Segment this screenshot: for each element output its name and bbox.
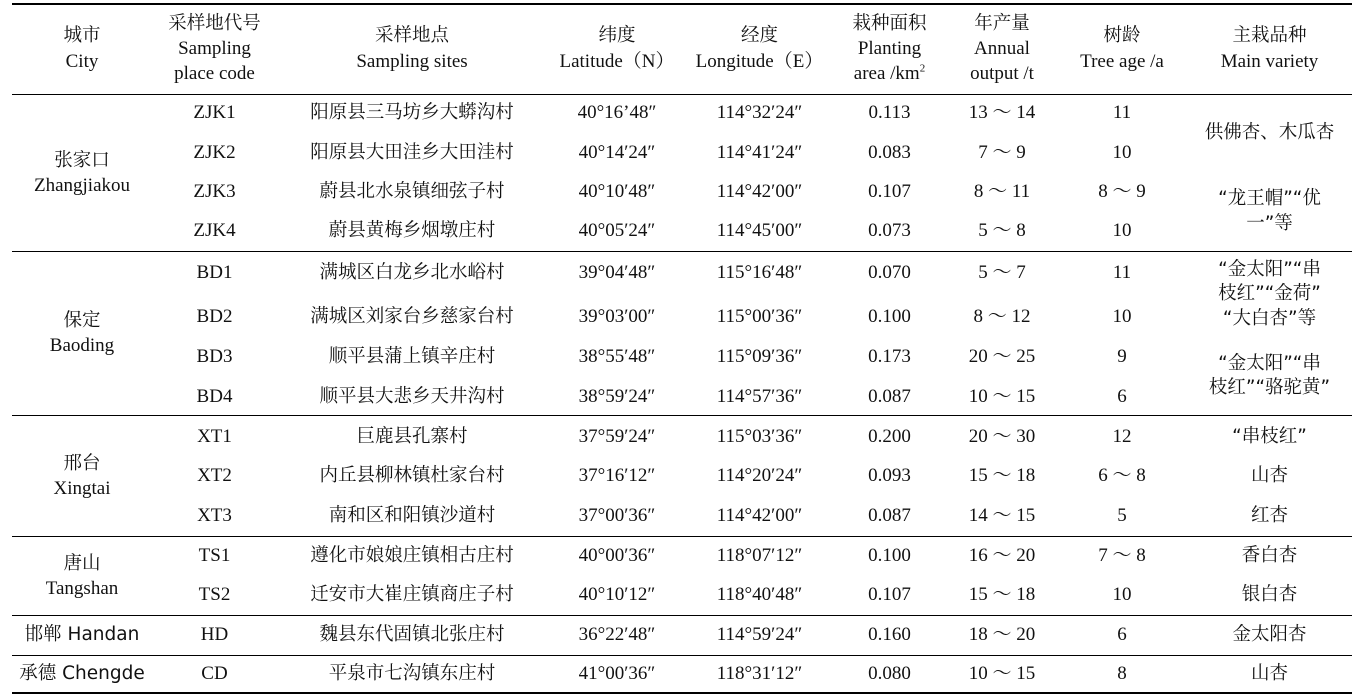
cell-lon: 114°42′00″ bbox=[716, 504, 803, 526]
cell-age: 8 bbox=[1117, 662, 1127, 684]
cell-output: 20 ～ 30 bbox=[968, 425, 1036, 447]
cell-age: 6 ～ 8 bbox=[1098, 464, 1146, 486]
cell-site: 南和区和阳镇沙道村 bbox=[328, 504, 496, 526]
cell-site: 遵化市娘娘庄镇相古庄村 bbox=[310, 544, 514, 566]
cell-lat: 39°03′00″ bbox=[578, 305, 656, 327]
cell-lon: 118°31′12″ bbox=[716, 662, 803, 684]
variety-line: 枝红”“金荷” bbox=[1218, 283, 1321, 305]
variety-line: 山杏 bbox=[1250, 662, 1288, 684]
variety-line: 红杏 bbox=[1250, 504, 1288, 526]
cell-area: 0.113 bbox=[868, 101, 911, 123]
cell-site: 阳原县三马坊乡大蟒沟村 bbox=[310, 101, 514, 123]
header-city bbox=[12, 4, 152, 94]
variety-cell bbox=[1187, 616, 1352, 655]
header-area-en2: area /km bbox=[853, 63, 920, 85]
variety-cell bbox=[1187, 537, 1352, 576]
city-name: 邯郸 Handan bbox=[24, 624, 140, 646]
cell-lon: 114°57′36″ bbox=[716, 385, 803, 407]
cell-lon: 115°09′36″ bbox=[716, 345, 803, 367]
header-city-cn: 城市 bbox=[63, 25, 101, 47]
header-site-en: Sampling sites bbox=[356, 50, 468, 72]
cell-output: 10 ～ 15 bbox=[968, 385, 1036, 407]
cell-age: 11 bbox=[1112, 101, 1132, 123]
header-area-en1: Planting bbox=[857, 38, 922, 60]
city-name-cn: 张家口 bbox=[54, 149, 110, 171]
city-name-cn: 邢台 bbox=[63, 452, 101, 474]
cell-age: 10 bbox=[1112, 219, 1132, 241]
cell-lat: 41°00′36″ bbox=[578, 662, 656, 684]
cell-area: 0.107 bbox=[868, 583, 911, 605]
cell-code: ZJK2 bbox=[193, 141, 236, 163]
cell-code: XT3 bbox=[197, 504, 232, 526]
cell-lat: 40°14′24″ bbox=[578, 141, 656, 163]
variety-cell bbox=[1187, 172, 1352, 251]
cell-site: 平泉市七沟镇东庄村 bbox=[328, 662, 496, 684]
header-area-sup: 2 bbox=[919, 62, 926, 75]
cell-code: XT1 bbox=[197, 425, 232, 447]
cell-lat: 40°00′36″ bbox=[578, 544, 656, 566]
header-output-en1: Annual bbox=[974, 38, 1030, 60]
variety-cell bbox=[1187, 337, 1352, 415]
cell-code: XT2 bbox=[197, 464, 232, 486]
city-cell bbox=[12, 252, 152, 415]
variety-cell bbox=[1187, 656, 1352, 692]
cell-age: 8 ～ 9 bbox=[1098, 180, 1146, 202]
header-output-cn: 年产量 bbox=[974, 12, 1030, 34]
cell-age: 10 bbox=[1112, 583, 1132, 605]
city-cell bbox=[12, 95, 152, 251]
city-name-en: Xingtai bbox=[53, 477, 111, 499]
cell-age: 7 ～ 8 bbox=[1098, 544, 1146, 566]
header-city-en: City bbox=[65, 50, 99, 72]
cell-site: 蔚县黄梅乡烟墩庄村 bbox=[328, 219, 496, 241]
cell-lat: 36°22′48″ bbox=[578, 623, 656, 645]
header-age bbox=[1057, 4, 1187, 94]
cell-site: 满城区白龙乡北水峪村 bbox=[319, 261, 505, 283]
header-lon-cn: 经度 bbox=[740, 25, 778, 47]
cell-area: 0.070 bbox=[868, 261, 911, 283]
cell-output: 5 ～ 7 bbox=[978, 261, 1026, 283]
header-area-cn: 栽种面积 bbox=[852, 12, 927, 34]
header-code-en2: place code bbox=[174, 63, 255, 85]
cell-area: 0.160 bbox=[868, 623, 911, 645]
cell-code: TS1 bbox=[198, 544, 231, 566]
header-lon-en: Longitude（E） bbox=[695, 50, 824, 72]
cell-lon: 115°00′36″ bbox=[716, 305, 803, 327]
cell-area: 0.080 bbox=[868, 662, 911, 684]
variety-line: “金太阳”“串 bbox=[1218, 259, 1321, 281]
city-name-en: Zhangjiakou bbox=[33, 174, 131, 196]
cell-lon: 118°07′12″ bbox=[716, 544, 803, 566]
cell-age: 12 bbox=[1112, 425, 1132, 447]
cell-site: 蔚县北水泉镇细弦子村 bbox=[319, 180, 505, 202]
header-code-en1: Sampling bbox=[178, 38, 251, 60]
cell-site: 满城区刘家台乡慈家台村 bbox=[310, 305, 514, 327]
cell-site: 巨鹿县孔寨村 bbox=[356, 425, 468, 447]
cell-output: 14 ～ 15 bbox=[968, 504, 1036, 526]
variety-line: 枝红”“骆驼黄” bbox=[1208, 377, 1331, 398]
header-code-cn: 采样地代号 bbox=[168, 12, 261, 34]
cell-output: 20 ～ 25 bbox=[968, 345, 1036, 367]
cell-lat: 37°16′12″ bbox=[578, 464, 656, 486]
header-variety-en: Main variety bbox=[1220, 50, 1319, 72]
cell-output: 10 ～ 15 bbox=[968, 662, 1036, 684]
header-lon bbox=[687, 4, 832, 94]
cell-lon: 118°40′48″ bbox=[716, 583, 803, 605]
cell-lon: 114°20′24″ bbox=[716, 464, 803, 486]
variety-cell bbox=[1187, 417, 1352, 457]
cell-site: 内丘县柳林镇杜家台村 bbox=[319, 464, 505, 486]
cell-lat: 37°00′36″ bbox=[578, 504, 656, 526]
header-age-en: Tree age /a bbox=[1080, 50, 1164, 72]
cell-site: 魏县东代固镇北张庄村 bbox=[319, 623, 505, 645]
variety-line: 银白杏 bbox=[1241, 584, 1298, 606]
variety-cell bbox=[1187, 576, 1352, 615]
cell-age: 6 bbox=[1117, 623, 1127, 645]
cell-area: 0.173 bbox=[868, 345, 911, 367]
city-name-cn: 保定 bbox=[63, 310, 101, 332]
cell-lon: 114°42′00″ bbox=[716, 180, 803, 202]
cell-lat: 40°10′48″ bbox=[578, 180, 656, 202]
variety-cell bbox=[1187, 496, 1352, 536]
city-cell bbox=[12, 416, 152, 536]
cell-code: BD1 bbox=[196, 261, 233, 283]
cell-code: ZJK4 bbox=[193, 219, 236, 241]
header-area bbox=[832, 4, 947, 94]
variety-line: 金太阳杏 bbox=[1232, 624, 1307, 646]
cell-lon: 114°59′24″ bbox=[716, 623, 803, 645]
cell-lat: 40°10′12″ bbox=[578, 583, 656, 605]
cell-output: 8 ～ 11 bbox=[973, 180, 1031, 202]
cell-area: 0.200 bbox=[868, 425, 911, 447]
variety-line: “串枝红” bbox=[1232, 425, 1307, 447]
cell-lat: 38°59′24″ bbox=[578, 385, 656, 407]
cell-output: 15 ～ 18 bbox=[968, 583, 1036, 605]
header-output-en2: output /t bbox=[970, 63, 1034, 85]
cell-code: HD bbox=[200, 623, 229, 645]
variety-line: 供佛杏、木瓜杏 bbox=[1204, 122, 1335, 144]
cell-lat: 38°55′48″ bbox=[578, 345, 656, 367]
cell-area: 0.087 bbox=[868, 504, 911, 526]
cell-lat: 40°05′24″ bbox=[578, 219, 656, 241]
cell-lat: 37°59′24″ bbox=[578, 425, 656, 447]
cell-site: 迁安市大崔庄镇商庄子村 bbox=[310, 583, 514, 605]
cell-site: 顺平县大悲乡天井沟村 bbox=[319, 385, 505, 407]
cell-area: 0.107 bbox=[868, 180, 911, 202]
cell-age: 10 bbox=[1112, 141, 1132, 163]
cell-age: 11 bbox=[1112, 261, 1132, 283]
header-site-cn: 采样地点 bbox=[374, 25, 449, 47]
cell-site: 顺平县蒲上镇辛庄村 bbox=[328, 345, 496, 367]
cell-lon: 114°45′00″ bbox=[716, 219, 803, 241]
cell-area: 0.093 bbox=[868, 464, 911, 486]
cell-area: 0.100 bbox=[868, 544, 911, 566]
cell-code: BD4 bbox=[196, 385, 233, 407]
cell-lon: 114°32′24″ bbox=[716, 101, 803, 123]
header-area-en2-wrap bbox=[854, 61, 925, 86]
header-output bbox=[947, 4, 1057, 94]
cell-code: TS2 bbox=[198, 583, 231, 605]
cell-output: 13 ～ 14 bbox=[968, 101, 1036, 123]
cell-lat: 39°04′48″ bbox=[578, 261, 656, 283]
variety-line: 香白杏 bbox=[1241, 545, 1298, 567]
header-lat-en: Latitude（N） bbox=[559, 50, 675, 72]
header-variety-cn: 主栽品种 bbox=[1232, 25, 1307, 47]
variety-line: “龙王帽”“优 bbox=[1218, 188, 1321, 210]
cell-area: 0.087 bbox=[868, 385, 911, 407]
cell-code: CD bbox=[201, 662, 228, 684]
cell-age: 9 bbox=[1117, 345, 1127, 367]
cell-output: 8 ～ 12 bbox=[973, 305, 1031, 327]
cell-output: 5 ～ 8 bbox=[978, 219, 1026, 241]
cell-lon: 114°41′24″ bbox=[716, 141, 803, 163]
cell-output: 7 ～ 9 bbox=[978, 141, 1026, 163]
cell-code: BD2 bbox=[196, 305, 233, 327]
variety-cell bbox=[1187, 252, 1352, 337]
city-name-en: Baoding bbox=[49, 335, 115, 357]
cell-lon: 115°16′48″ bbox=[716, 261, 803, 283]
variety-line: 山杏 bbox=[1250, 465, 1288, 487]
header-variety bbox=[1187, 4, 1352, 94]
variety-cell bbox=[1187, 457, 1352, 496]
header-code bbox=[152, 4, 277, 94]
cell-code: ZJK3 bbox=[193, 180, 236, 202]
cell-lat: 40°16’48″ bbox=[577, 101, 657, 123]
cell-site: 阳原县大田洼乡大田洼村 bbox=[310, 141, 514, 163]
cell-age: 10 bbox=[1112, 305, 1132, 327]
city-name-cn: 唐山 bbox=[63, 552, 101, 574]
cell-output: 18 ～ 20 bbox=[968, 623, 1036, 645]
header-age-cn: 树龄 bbox=[1103, 25, 1141, 47]
city-cell bbox=[12, 616, 152, 655]
cell-output: 15 ～ 18 bbox=[968, 464, 1036, 486]
cell-age: 6 bbox=[1117, 385, 1127, 407]
cell-area: 0.083 bbox=[868, 141, 911, 163]
cell-output: 16 ～ 20 bbox=[968, 544, 1036, 566]
cell-lon: 115°03′36″ bbox=[716, 425, 803, 447]
cell-code: BD3 bbox=[196, 345, 233, 367]
city-cell bbox=[12, 537, 152, 615]
header-lat-cn: 纬度 bbox=[598, 25, 636, 47]
variety-line: 一”等 bbox=[1246, 212, 1293, 234]
header-site bbox=[277, 4, 547, 94]
cell-age: 5 bbox=[1117, 504, 1127, 526]
city-name-en: Tangshan bbox=[45, 577, 119, 599]
variety-cell bbox=[1187, 95, 1352, 172]
cell-area: 0.100 bbox=[868, 305, 911, 327]
cell-area: 0.073 bbox=[868, 219, 911, 241]
cell-code: ZJK1 bbox=[193, 101, 236, 123]
city-name: 承德 Chengde bbox=[19, 662, 145, 684]
variety-line: “金太阳”“串 bbox=[1218, 352, 1321, 374]
variety-line: “大白杏”等 bbox=[1222, 307, 1317, 329]
header-lat bbox=[547, 4, 687, 94]
city-cell bbox=[12, 656, 152, 692]
group-rule-zjk bbox=[12, 251, 1352, 252]
